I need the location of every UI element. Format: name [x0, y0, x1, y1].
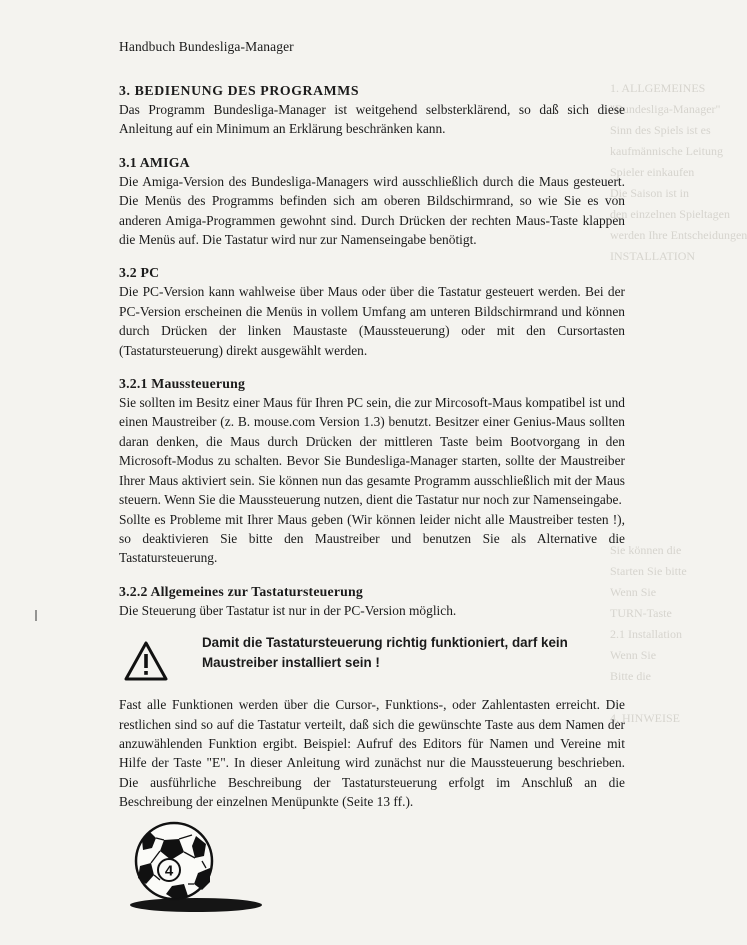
section-body-3: Das Programm Bundesliga-Manager ist weitgehend selbsterklärend, so daß sich diese Anleitung auf ein Minimum an Erklärung beschränken kann. — [119, 102, 625, 137]
section-heading-3-2-1: 3.2.1 Maussteuerung — [119, 376, 246, 392]
section-body-3-2-1: Sie sollten im Besitz einer Maus für Ihren PC sein, die zur Mircosoft-Maus kompatibel ist und einen Maustreiber (z. B. mouse.com Version 1.3) benutzt. Besitzer einer Genius-Maus sollten daran denken, die Maus durch Drücken der mittleren Taste beim Bootvorgang in den Microsoft-Modus zu schalten. Bevor Sie Bundesliga-Manager starten, sollte der Maustreiber Ihrer Maus aktiviert sein. Sie können nun das gesamte Programm ausschließlich mit der Maus steuern. Wenn Sie die Maussteuerung nutzen, dient die Tastatur nur noch zur Namenseingabe. — [119, 395, 625, 508]
section-body-3-2: Die PC-Version kann wahlweise über Maus oder über die Tastatur gesteuert werden. Bei der PC-Version erscheinen die Menüs in vollem Umfang am unteren Bildschirmrand und können durch Drücken der linken Maustaste (Maussteuerung) oder mit den Cursortasten (Tastatursteuerung) direkt ausgewählt werden. — [119, 284, 625, 358]
section-bedienung — [119, 82, 625, 139]
section-body-3-1: Die Amiga-Version des Bundesliga-Managers wird ausschließlich durch die Maus gesteuert. Die Menüs des Programms befinden sich am oberen Bildschirmrand, so wie Sie es von anderen Amiga-Programmen gewohnt sind. Durch Drücken der rechten Maus-Taste klappen die Menüs auf. Die Tastatur wird nur zur Namenseingabe benötigt. — [119, 173, 625, 248]
warning-text: Damit die Tastatursteuerung richtig funktioniert, darf kein Maustreiber installiert sein ! — [202, 635, 568, 671]
section-body-3-2-2-b: Fast alle Funktionen werden über die Cursor-, Funktions-, oder Zahlentasten erreicht. Die restlichen sind so auf die Tastatur verteilt, daß sich die gewünschte Taste aus dem Namen der anzuwählenden Funktion ergibt. Beispiel: Aufruf des Editors für Namen und Vereine mit Hilfe der Taste "E". In dieser Anleitung wird zunächst nur die Maussteuerung beschrieben. Die ausführliche Beschreibung der Tastatursteuerung erfolgt im Anschluß an die Beschreibung der einzelnen Menüpunkte (Seite 13 ff.). — [119, 697, 625, 810]
section-tastatursteuerung — [119, 583, 625, 812]
section-pc — [119, 264, 625, 360]
page-number: 4 — [164, 862, 174, 880]
section-amiga — [119, 154, 625, 250]
football-icon — [126, 818, 276, 918]
section-maussteuerung — [119, 375, 625, 568]
section-heading-3-2: 3.2 PC — [119, 265, 160, 281]
section-body-3-2-1-b: Sollte es Probleme mit Ihrer Maus geben (Wir können leider nicht alle Maustreiber testen !), so deaktivieren Sie bitte den Maustreiber und benutzen Sie als Alternative die Tastatursteuerung. — [119, 511, 625, 566]
section-heading-3: 3. BEDIENUNG DES PROGRAMMS — [119, 83, 360, 98]
warning-triangle-icon — [124, 641, 168, 681]
bleed-through-text: 1. ALLGEMEINES "Bundesliga-Manager" Sinn des Spiels ist es kaufmännische Leitung Spieler einkaufen Die Saison ist in den einzelnen Spieltagen werden Ihre Entscheidungen INSTALLATION Sie können die Starten Sie bitte Wenn Sie TURN-Taste 2.1 Installation Wenn Sie Bitte die 4. HINWEISE — [610, 81, 747, 725]
section-heading-3-1: 3.1 AMIGA — [119, 154, 190, 170]
page-content — [119, 82, 625, 827]
section-body-3-2-2: Die Steuerung über Tastatur ist nur in der PC-Version möglich. — [119, 602, 457, 618]
running-header: Handbuch Bundesliga-Manager — [119, 39, 294, 54]
scan-mark — [34, 610, 38, 622]
section-heading-3-2-2: 3.2.2 Allgemeines zur Tastatursteuerung — [119, 583, 364, 599]
warning-note — [119, 627, 625, 685]
